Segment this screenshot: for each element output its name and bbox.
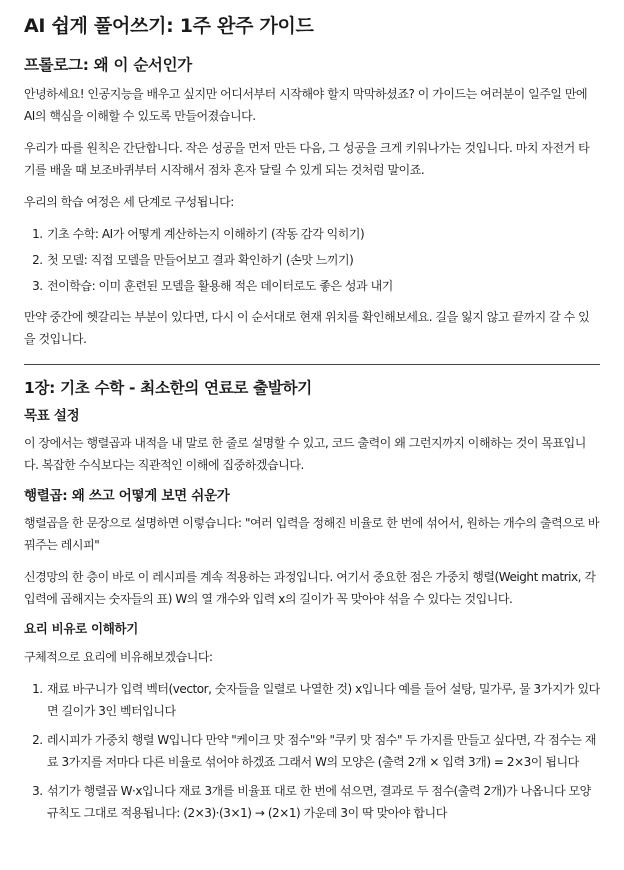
cooking-heading: 요리 비유로 이해하기 [24,621,139,636]
prologue-paragraph-2: 우리가 따를 원칙은 간단합니다. 작은 성공을 먼저 만든 다음, 그 성공을 크게 키워나가는 것입니다. 마치 자전거 타기를 배울 때 보조바퀴부터 시작해서 점차 혼자 달릴 수 있게 되는 것처럼 말이죠. [24,141,590,177]
list-item: 2. 첫 모델: 직접 모델을 만들어보고 결과 확인하기 (손맛 느끼기) [46,249,600,271]
list-item: 1. 기초 수학: AI가 어떻게 계산하는지 이해하기 (작동 감각 익히기) [46,223,600,245]
prologue-paragraph-1: 안녕하세요! 인공지능을 배우고 싶지만 어디서부터 시작해야 할지 막막하셨죠? 이 가이드는 여러분이 일주일 만에 AI의 핵심을 이해할 수 있도록 만들어졌습니다. [24,87,588,123]
prologue-paragraph-4: 만약 중간에 헷갈리는 부분이 있다면, 다시 이 순서대로 현재 위치를 확인해보세요. 길을 잃지 않고 끝까지 갈 수 있을 것입니다. [24,310,590,346]
list-item: 1. 재료 바구니가 입력 벡터(vector, 숫자들을 일렬로 나열한 것) x입니다 예를 들어 설탕, 밀가루, 물 3가지가 있다면 길이가 3인 벡터입니다 [46,678,600,722]
matmul-paragraph-1: 행렬곱을 한 문장으로 설명하면 이렇습니다: "여러 입력을 정해진 비율로 한 번에 섞어서, 원하는 개수의 출력으로 바꿔주는 레시피" [24,516,600,552]
section-divider [24,364,600,365]
matmul-paragraph-2: 신경망의 한 층이 바로 이 레시피를 계속 적용하는 과정입니다. 여기서 중요한 점은 가중치 행렬(Weight matrix, 각 입력에 곱해지는 숫자들의 표) W의 열 개수와 입력 x의 길이가 꼭 맞아야 섞을 수 있다는 것입니다. [24,570,596,606]
learning-steps-list [24,223,600,297]
cooking-analogy-list [24,678,600,824]
list-item: 2. 레시피가 가중치 행렬 W입니다 만약 "케이크 맛 점수"와 "쿠키 맛 점수" 두 가지를 만들고 싶다면, 각 점수는 재료 3가지를 저마다 다른 비율로 섞어야 하겠죠 그래서 W의 모양은 (출력 2개 × 입력 3개) = 2×3이 됩니다 [46,729,600,773]
prologue-paragraph-3: 우리의 학습 여정은 세 단계로 구성됩니다: [24,195,234,209]
goal-paragraph: 이 장에서는 행렬곱과 내적을 내 말로 한 줄로 설명할 수 있고, 코드 출력이 왜 그런지까지 이해하는 것이 목표입니다. 복잡한 수식보다는 직관적인 이해에 집중하겠습니다. [24,436,586,472]
prologue-heading: 프롤로그: 왜 이 순서인가 [24,56,192,74]
matmul-heading: 행렬곱: 왜 쓰고 어떻게 보면 쉬운가 [24,488,230,504]
list-item: 3. 섞기가 행렬곱 W·x입니다 재료 3개를 비율표 대로 한 번에 섞으면, 결과로 두 점수(출력 2개)가 나옵니다 모양 규칙도 그대로 적용됩니다: (2×3)·(3×1) → (2×1) 가운데 3이 딱 맞아야 합니다 [46,780,600,824]
document-title: AI 쉽게 풀어쓰기: 1주 완주 가이드 [24,15,314,37]
goal-heading: 목표 설정 [24,408,80,424]
chapter1-heading: 1장: 기초 수학 - 최소한의 연료로 출발하기 [24,379,312,397]
cooking-intro: 구체적으로 요리에 비유해보겠습니다: [24,650,213,664]
list-item: 3. 전이학습: 이미 훈련된 모델을 활용해 적은 데이터로도 좋은 성과 내기 [46,275,600,297]
